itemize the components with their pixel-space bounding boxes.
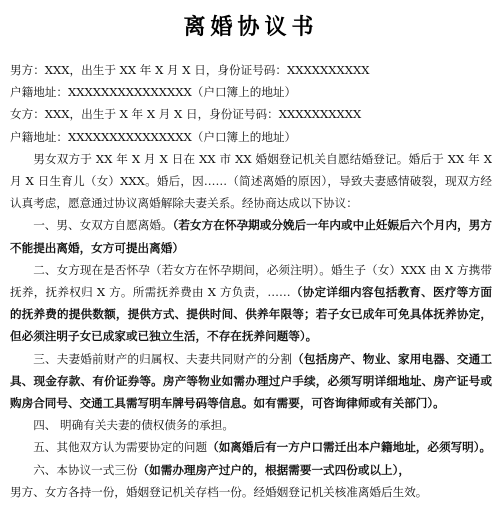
clause-2-note: （协定详细内容包括教育、医疗等方面的抚养费的提供数额，提供方式、提供时间、供养年限等；若子女已成年可免具体抚养协定，但必须注明子女已成家或已独立生活，不存在抚养问题等）。 xyxy=(10,285,492,344)
clause-6-note: （如需办理房产过户的，根据需要一式四份或以上）， xyxy=(137,462,410,477)
document-title: 离婚协议书 xyxy=(183,14,319,40)
clause-5-text: 五、其他双方认为需要协定的问题 xyxy=(33,440,208,455)
clause-3-note: （包括房产、物业、家用电器、交通工具、现金存款、有价证券等。房产等物业如需办理过户手续，必须写明详细地址、房产证号或购房合同号、交通工具需写明车牌号码等信息。如有需要，可咨询律师或有关部门）。 xyxy=(10,351,492,411)
party-female-line: 女方：XXX，出生于 X 年 X 月 X 日，身份证号码：XXXXXXXXXX xyxy=(10,107,362,122)
document-body xyxy=(10,59,492,503)
party-male-address: 户籍地址：XXXXXXXXXXXXXXX（户口簿上的地址） xyxy=(10,85,297,100)
clause-4-text: 四、 明确有关夫妻的债权债务的承担。 xyxy=(33,418,234,433)
clause-6 xyxy=(10,459,492,481)
clause-3 xyxy=(10,348,492,415)
clause-6-continued: 男方、女方各持一份，婚姻登记机关存档一份。经婚姻登记机关核准离婚后生效。 xyxy=(10,484,428,499)
clause-1-note: （若女方在怀孕期或分娩后一年内或中止妊娠后六个月内，男方不能提出离婚，女方可提出离婚） xyxy=(10,218,492,255)
intro-text: 男女双方于 XX 年 X 月 X 日在 XX 市 XX 婚姻登记机关自愿结婚登记。婚后于 XX 年 X 月 X 日生育儿（女）XXX。婚后，因……（简述离婚的原因），导致夫妻感情破裂，现双方经认真考虑，愿意通过协议离婚解除夫妻关系。经协商达成以下协议： xyxy=(10,151,492,211)
intro-paragraph xyxy=(10,148,492,215)
clause-2-text: 二、女方现在是否怀孕（若女方在怀孕期间，必须注明）。婚生子（女）XXX 由 X 方携带抚养，抚养权归 X 方。所需抚养费由 X 方负责，…… xyxy=(10,262,492,300)
clause-6-text: 六、本协议一式三份 xyxy=(33,462,138,477)
clause-1 xyxy=(10,214,492,258)
clause-3-text: 三、夫妻婚前财产的归属权、夫妻共同财产的分割 xyxy=(33,351,293,366)
clause-4 xyxy=(10,414,492,436)
clause-5 xyxy=(10,436,492,458)
party-female-address: 户籍地址：XXXXXXXXXXXXXXX（户口簿上的地址） xyxy=(10,129,297,144)
clause-1-text: 一、男、女双方自愿离婚。 xyxy=(33,218,173,233)
clause-5-note: （如离婚后有一方户口需迁出本户籍地址，必须写明）。 xyxy=(207,440,492,455)
party-male-line: 男方：XXX，出生于 XX 年 X 月 X 日，身份证号码：XXXXXXXXXX xyxy=(10,63,370,77)
clause-2 xyxy=(10,259,492,348)
